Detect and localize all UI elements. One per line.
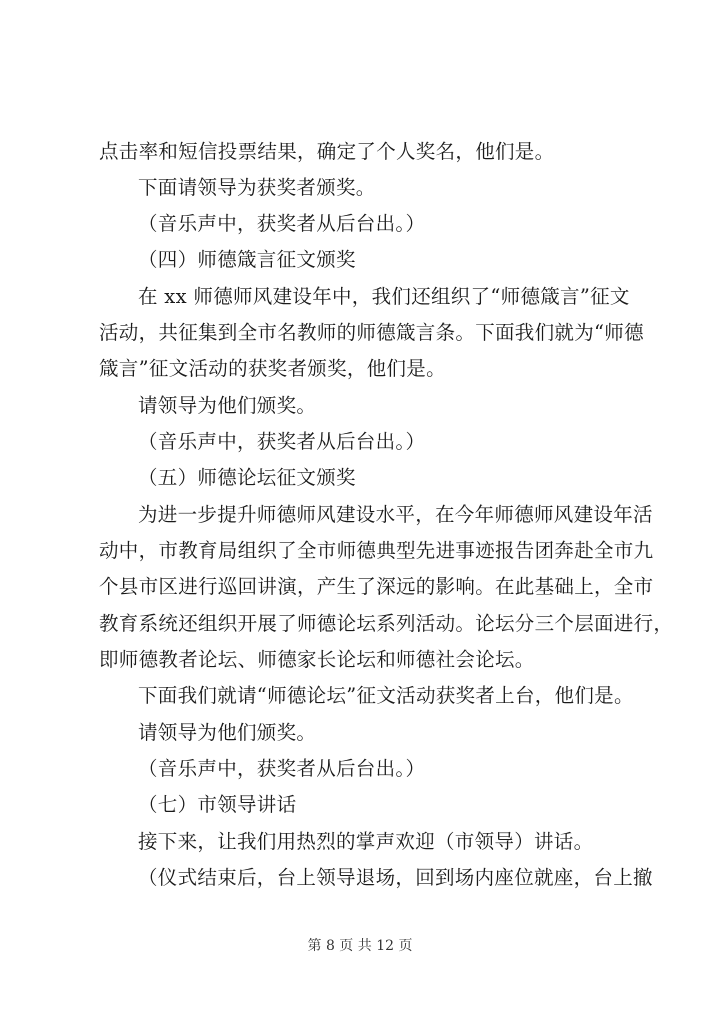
line-3: （四）师德箴言征文颁奖: [138, 248, 356, 271]
line-1: 下面请领导为获奖者颁奖。: [138, 176, 376, 199]
line-11: 动中，市教育局组织了全市师德典型先进事迹报告团奔赴全市九: [99, 539, 654, 562]
text-line: [99, 606, 674, 642]
text-line: [99, 134, 639, 170]
line-18: （七）市领导讲话: [138, 793, 297, 816]
line-12: 个县市区进行巡回讲演，产生了深远的影响。在此基础上，全市: [99, 575, 654, 598]
line-16: 请领导为他们颁奖。: [138, 721, 317, 744]
text-line: [99, 497, 653, 533]
line-17: （音乐声中，获奖者从后台出。）: [138, 757, 426, 780]
line-4: 在 xx 师德师风建设年中，我们还组织了“师德箴言”征文: [138, 285, 630, 308]
line-13: 教育系统还组织开展了师德论坛系列活动。论坛分三个层面进行，: [99, 612, 674, 635]
line-20: （仪式结束后，台上领导退场，回到场内座位就座，台上撤: [138, 866, 653, 889]
line-9: （五）师德论坛征文颁奖: [138, 466, 356, 489]
line-15: 下面我们就请“师德论坛”征文活动获奖者上台，他们是。: [138, 684, 634, 707]
text-line: [99, 569, 654, 605]
line-8: （音乐声中，获奖者从后台出。）: [138, 430, 426, 453]
line-0: 点击率和短信投票结果，确定了个人奖名，他们是。: [99, 140, 555, 163]
text-line: [99, 678, 639, 714]
line-14: 即师德教者论坛、师德家长论坛和师德社会论坛。: [99, 648, 535, 671]
line-2: （音乐声中，获奖者从后台出。）: [138, 212, 426, 235]
line-7: 请领导为他们颁奖。: [138, 394, 317, 417]
line-6: 箴言”征文活动的获奖者颁奖，他们是。: [99, 357, 446, 380]
text-line: [99, 279, 639, 315]
text-line: [99, 824, 639, 860]
text-line: [99, 351, 639, 387]
text-line: [99, 751, 639, 787]
text-line: [99, 642, 639, 678]
section-heading: [99, 242, 639, 278]
line-19: 接下来，让我们用热烈的掌声欢迎（市领导）讲话。: [138, 830, 594, 853]
page-number-footer: 第 8 页 共 12 页: [307, 938, 413, 954]
text-line: [99, 388, 639, 424]
line-5: 活动，共征集到全市名教师的师德箴言条。下面我们就为“师德: [99, 321, 644, 344]
text-line: [99, 170, 639, 206]
section-heading: [99, 460, 639, 496]
text-line: [99, 206, 639, 242]
text-line: [99, 860, 653, 896]
text-line: [99, 315, 644, 351]
line-10: 为进一步提升师德师风建设水平，在今年师德师风建设年活: [138, 503, 653, 526]
text-line: [99, 715, 639, 751]
text-line: [99, 533, 654, 569]
text-line: [99, 424, 639, 460]
section-heading: [99, 787, 639, 823]
